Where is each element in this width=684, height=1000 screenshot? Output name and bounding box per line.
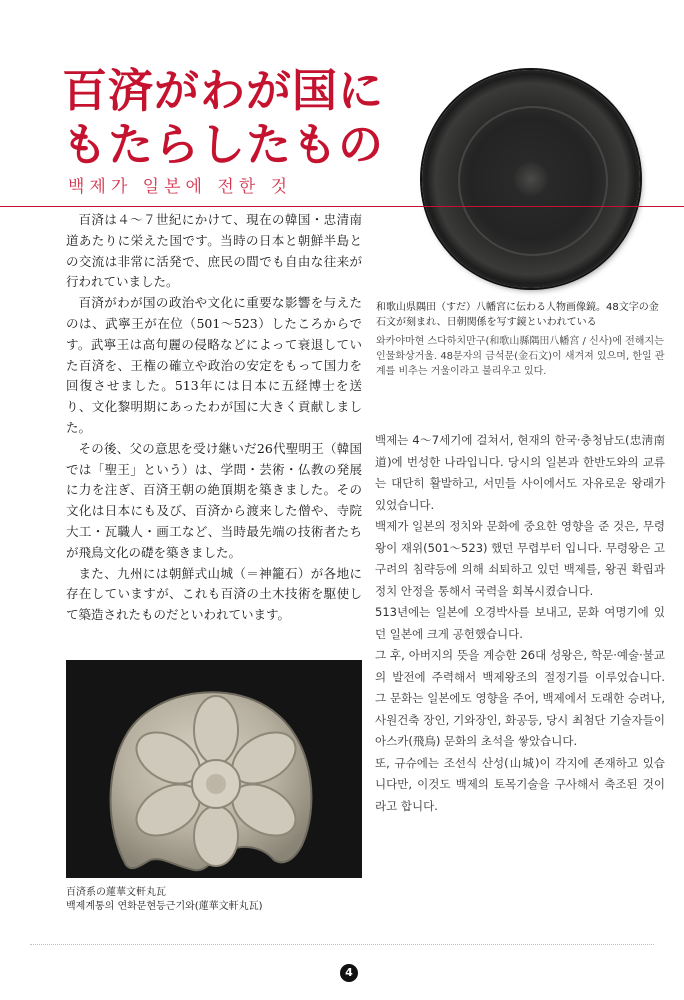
mirror-caption	[376, 300, 666, 383]
tile-caption	[66, 886, 366, 914]
mirror-caption-japanese: 和歌山県隅田（すだ）八幡宮に伝わる人物画像鏡。48文字の金石文が刻まれ、日朝関係を写す鏡といわれている	[376, 302, 659, 328]
jp-paragraph: 百済がわが国の政治や文化に重要な影響を与えたのは、武寧王が在位（501～523）したころからです。武寧王は高句麗の侵略などによって衰退していた百済を、王権の確立や政治の安定をもって国力を回復させました。513年には日本に五経博士を送り、文化黎明期にあったわが国に大きく貢献しました。	[66, 295, 362, 435]
page-number: 4	[340, 964, 358, 982]
jp-paragraph: 百済は４～７世紀にかけて、現在の韓国・忠清南道あたりに栄えた国です。当時の日本と朝鮮半島との交流は非常に活発で、庶民の間でも自由な往来が行われていました。	[66, 212, 362, 290]
lotus-roof-tile-photo	[66, 660, 362, 878]
title-divider	[0, 206, 684, 207]
ko-paragraph: 또, 규슈에는 조선식 산성(山城)이 각지에 존재하고 있습니다만, 이것도 백제의 토목기술을 구사해서 축조된 것이라고 합니다.	[375, 755, 665, 813]
page-title	[62, 64, 384, 172]
ko-paragraph: 백제가 일본의 정치와 문화에 중요한 영향을 준 것은, 무령왕이 재위(501～523) 했던 무렵부터 입니다. 무령왕은 고구려의 침략등에 의해 쇠퇴하고 있던 백제를, 왕권 확립과 정치 안정을 통해서 국력을 회복시켰습니다.	[375, 519, 665, 598]
bronze-mirror-photo	[422, 70, 640, 288]
mirror-caption-korean: 와카야마현 스다하치만구(和歌山縣隅田八幡宮 / 신사)에 전해지는 인물화상거울. 48문자의 금석문(金石文)이 새겨져 있으며, 한일 관계를 비추는 거울이라고 불리우고 있다.	[376, 336, 665, 377]
lotus-tile-illustration	[66, 660, 362, 878]
footer-divider	[30, 944, 654, 945]
tile-caption-japanese: 百済系の蓮華文軒丸瓦	[66, 887, 166, 898]
tile-caption-korean: 백제계통의 연화문현등근기와(蓮華文軒丸瓦)	[66, 901, 263, 912]
korean-body-text	[375, 430, 665, 817]
korean-subtitle: 백제가 일본에 전한 것	[68, 177, 293, 197]
japanese-body-text	[66, 210, 362, 626]
page-title-line-2: もたらしたもの	[62, 118, 385, 171]
page-title-line-1: 百済がわが国に	[62, 64, 385, 117]
jp-paragraph: また、九州には朝鮮式山城（＝神籠石）が各地に存在していますが、これも百済の土木技術を駆使して築造されたものだといわれています。	[66, 565, 362, 623]
ko-paragraph: 백제는 4～7세기에 걸쳐서, 현재의 한국·충청남도(忠淸南道)에 번성한 나라입니다. 당시의 일본과 한반도와의 교류는 대단히 활발하고, 서민들 사이에서도 자유로운 왕래가 있었습니다.	[375, 433, 665, 512]
ko-paragraph: 그 후, 아버지의 뜻을 계승한 26대 성왕은, 학문·예술·불교의 발전에 주력해서 백제왕조의 절정기를 이루었습니다. 그 문화는 일본에도 영향을 주어, 백제에서 도래한 승려나, 사원건축 장인, 기와장인, 화공등, 당시 최첨단 기술자들이 아스카(飛鳥) 문화의 초석을 쌓았습니다.	[375, 648, 665, 748]
ko-paragraph: 513년에는 일본에 오경박사를 보내고, 문화 여명기에 있던 일본에 크게 공헌했습니다.	[375, 605, 665, 641]
mirror-center-knob	[514, 162, 548, 196]
jp-paragraph: その後、父の意思を受け継いだ26代聖明王（韓国では「聖王」という）は、学問・芸術・仏教の発展に力を注ぎ、百済王朝の絶頂期を築きました。その文化は日本にも及び、百済から渡来した僧や、寺院大工・瓦職人・画工など、当時最先端の技術者たちが飛鳥文化の礎を築きました。	[66, 440, 362, 560]
